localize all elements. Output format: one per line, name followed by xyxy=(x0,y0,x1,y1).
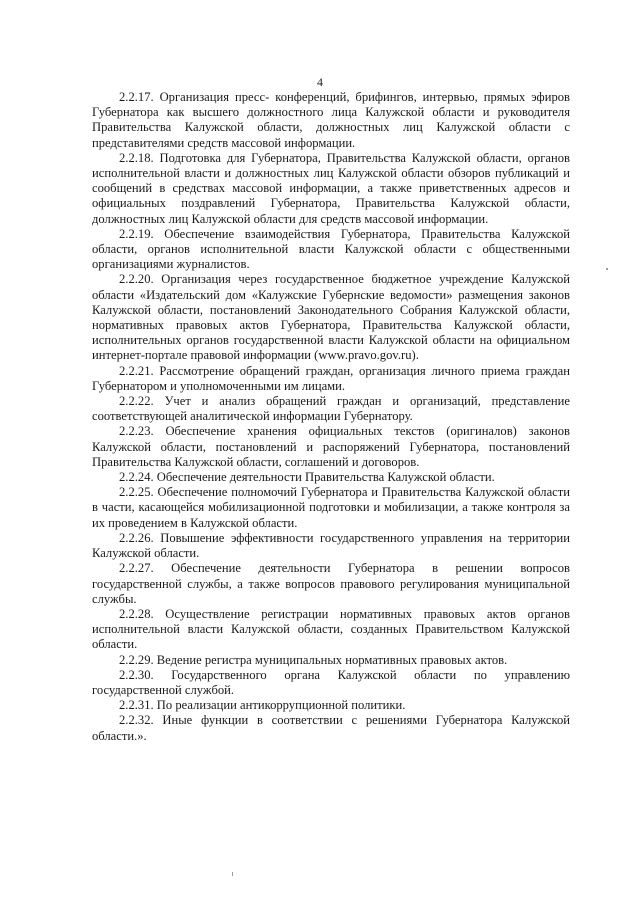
paragraph-2-2-31: 2.2.31. По реализации антикоррупционной политики. xyxy=(119,698,406,713)
scan-speck-bottom xyxy=(232,872,233,876)
paragraph-2-2-22: 2.2.22. Учет и анализ обращений граждан и организаций, представление соответствующей аналитической информации Губернатору. xyxy=(92,394,570,424)
paragraph-2-2-25: 2.2.25. Обеспечение полномочий Губернатора и Правительства Калужской области в части, касающейся мобилизационной подготовки и мобилизации, а также контроля за их проведением в Калужской области. xyxy=(92,485,570,530)
document-body xyxy=(92,90,570,744)
paragraph-2-2-28: 2.2.28. Осуществление регистрации нормативных правовых актов органов исполнительной власти Калужской области, созданных Правительством Калужской области. xyxy=(92,606,570,652)
paragraph-2-2-21: 2.2.21. Рассмотрение обращений граждан, организация личного приема граждан Губернатором и уполномоченными им лицами. xyxy=(92,363,570,393)
page-number: 4 xyxy=(317,75,323,89)
paragraph-2-2-27: 2.2.27. Обеспечение деятельности Губернатора в решении вопросов государственной службы, а также вопросов правового регулирования муниципальной службы. xyxy=(92,561,570,606)
paragraph-2-2-32: 2.2.32. Иные функции в соответствии с решениями Губернатора Калужской области.». xyxy=(92,713,570,743)
paragraph-2-2-20: 2.2.20. Организация через государственное бюджетное учреждение Калужской области «Издательский дом «Калужские Губернские ведомости» размещения законов Калужской области, постановлений Законодательного Собрания Калужской области, нормативных правовых актов Губернатора, Правительства Калужской области, исполнительных органов государственной власти Калужской области на официальном интернет-портале правовой информации (www.pravo.gov.ru). xyxy=(92,272,570,363)
paragraph-2-2-26: 2.2.26. Повышение эффективности государственного управления на территории Калужской области. xyxy=(92,530,570,561)
scan-speck-right xyxy=(606,268,608,270)
paragraph-2-2-19: 2.2.19. Обеспечение взаимодействия Губернатора, Правительства Калужской области, органов исполнительной власти Калужской области с общественными организациями журналистов. xyxy=(92,226,570,272)
paragraph-2-2-30: 2.2.30. Государственного органа Калужской области по управлению государственной службой. xyxy=(92,667,570,697)
paragraph-2-2-29: 2.2.29. Ведение регистра муниципальных нормативных правовых актов. xyxy=(119,652,508,667)
paragraph-2-2-18: 2.2.18. Подготовка для Губернатора, Правительства Калужской области, органов исполнительной власти и должностных лиц Калужской области обзоров публикаций и сообщений в средствах массовой информации, а также приветственных адресов и официальных поздравлений Губернатора, Правительства Калужской области, должностных лиц Калужской области для средств массовой информации. xyxy=(92,150,570,226)
paragraph-2-2-24: 2.2.24. Обеспечение деятельности Правительства Калужской области. xyxy=(119,470,495,485)
paragraph-2-2-23: 2.2.23. Обеспечение хранения официальных текстов (оригиналов) законов Калужской области, постановлений и распоряжений Губернатора, постановлений Правительства Калужской области, соглашений и договоров. xyxy=(92,424,570,469)
paragraph-2-2-17: 2.2.17. Организация пресс- конференций, брифингов, интервью, прямых эфиров Губернатора как высшего должностного лица Калужской области и руководителя Правительства Калужской области, должностных лиц Калужской области с представителями средств массовой информации. xyxy=(92,90,570,150)
